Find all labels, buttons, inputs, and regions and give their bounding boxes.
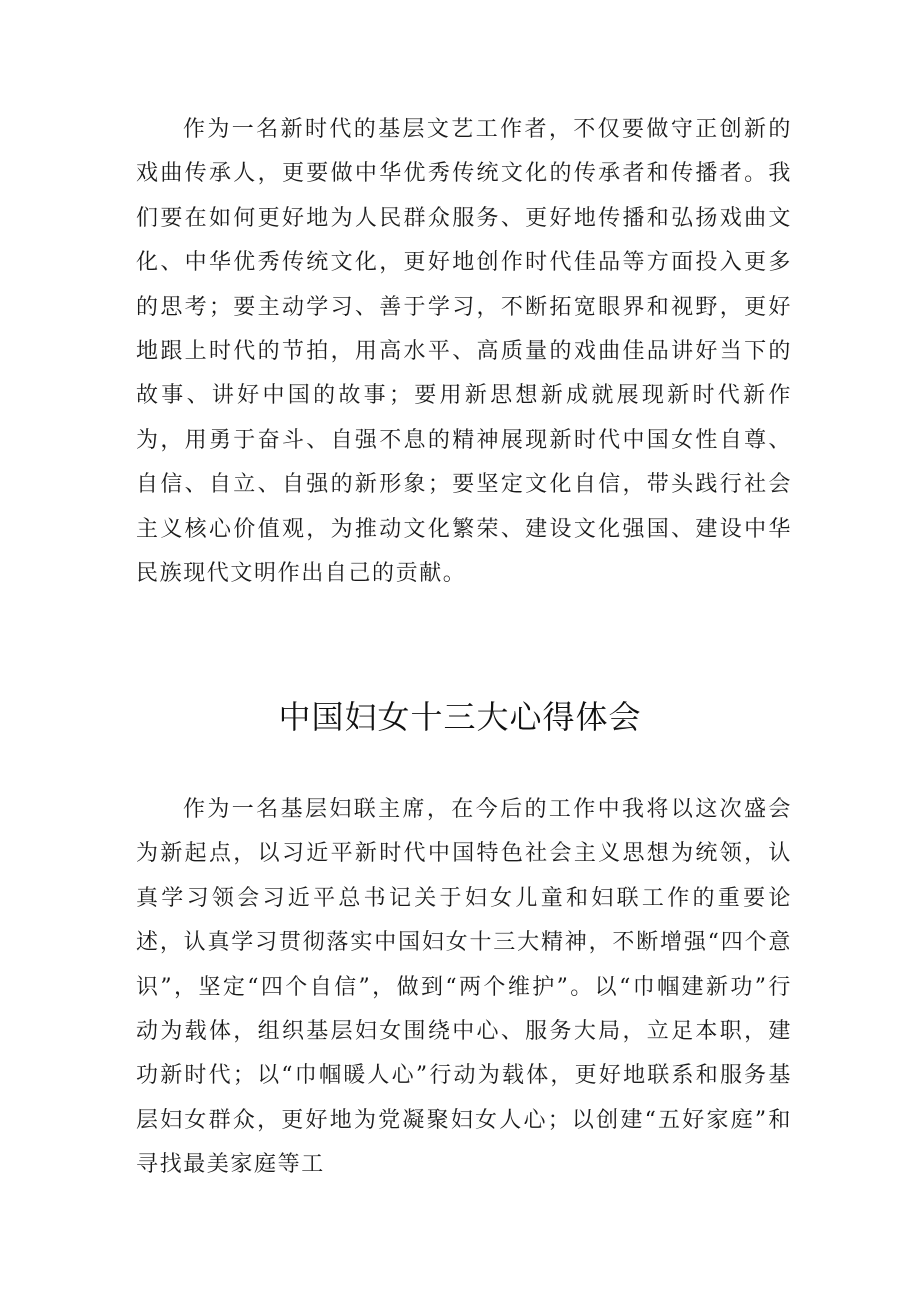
section-title: 中国妇女十三大心得体会: [278, 698, 642, 736]
body-paragraph-2: 作为一名基层妇联主席，在今后的工作中我将以这次盛会为新起点，以习近平新时代中国特色社会主义思想为统领，认真学习领会习近平总书记关于妇女儿童和妇联工作的重要论述，认真学习贯彻落实中国妇女十三大精神，不断增强“四个意识”，坚定“四个自信”，做到“两个维护”。以“巾帼建新功”行动为载体，组织基层妇女围绕中心、服务大局，立足本职，建功新时代；以“巾帼暖人心”行动为载体，更好地联系和服务基层妇女群众，更好地为党凝聚妇女人心；以创建“五好家庭”和寻找最美家庭等工: [136, 797, 792, 1178]
body-paragraph-1: 作为一名新时代的基层文艺工作者，不仅要做守正创新的戏曲传承人，更要做中华优秀传统文化的传承者和传播者。我们要在如何更好地为人民群众服务、更好地传播和弘扬戏曲文化、中华优秀传统文化，更好地创作时代佳品等方面投入更多的思考；要主动学习、善于学习，不断拓宽眼界和视野，更好地跟上时代的节拍，用高水平、高质量的戏曲佳品讲好当下的故事、讲好中国的故事；要用新思想新成就展现新时代新作为，用勇于奋斗、自强不息的精神展现新时代中国女性自尊、自信、自立、自强的新形象；要坚定文化自信，带头践行社会主义核心价值观，为推动文化繁荣、建设文化强国、建设中华民族现代文明作出自己的贡献。: [136, 117, 792, 587]
